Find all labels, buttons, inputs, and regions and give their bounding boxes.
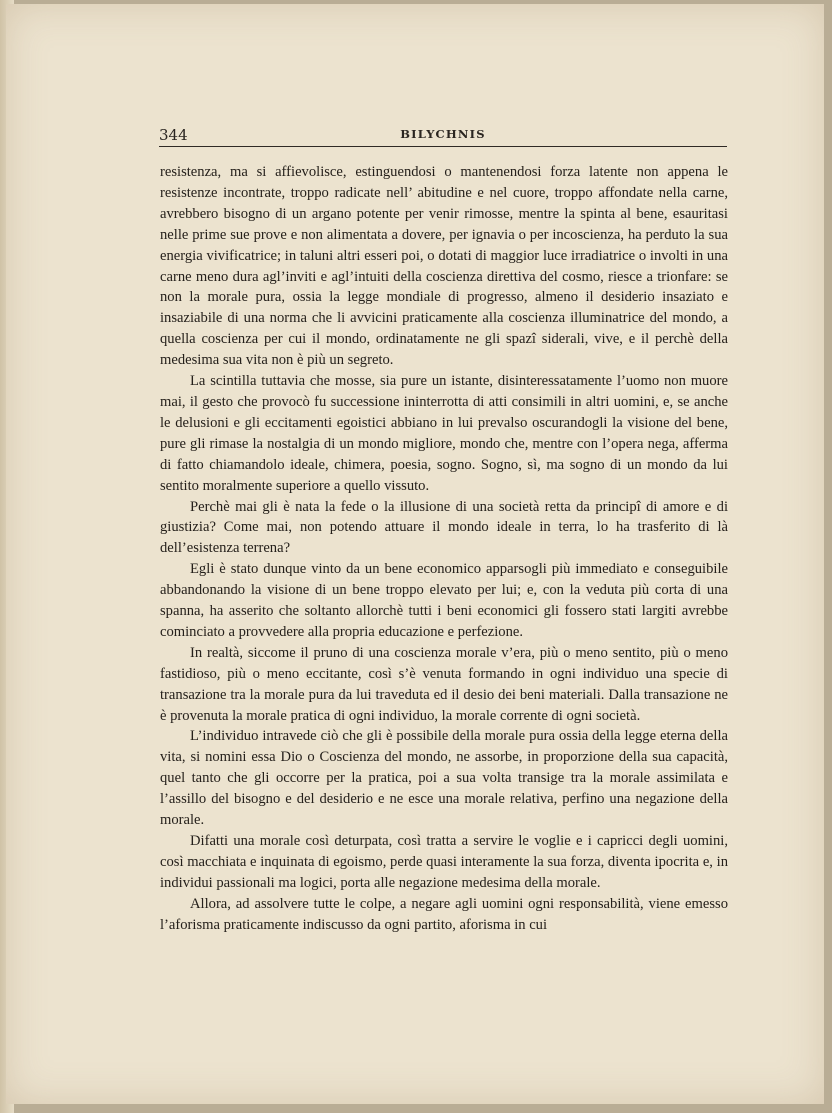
paragraph: Allora, ad assolvere tutte le colpe, a negare agli uomini ogni responsabilità, viene emesso l’aforisma praticamente indiscusso da ogni partito, aforisma in cui bbox=[160, 895, 728, 933]
running-head: BILYCHNIS bbox=[400, 127, 486, 141]
paragraph: L’individuo intravede ciò che gli è possibile della morale pura ossia della legge eterna della vita, si nomini essa Dio o Coscienza del mondo, ne assorbe, in proporzione della sua capacità, quel tanto che gli occorre per la pratica, poi a sua volta transige tra la morale assimilata e l’assillo del bisogno e del desiderio e ne esce una morale relativa, perfino una negazione della morale. bbox=[160, 728, 728, 829]
paragraph: Difatti una morale così deturpata, così tratta a servire le voglie e i capricci degli uomini, così macchiata e inquinata di egoismo, perde quasi interamente la sua forza, diventa ipocrita e, in individui passionali ma logici, porta alle negazione medesima della morale. bbox=[160, 833, 728, 891]
paragraph: Egli è stato dunque vinto da un bene economico apparsogli più immediato e conseguibile abbandonando la visione di un bene troppo elevato per lui; e, con la veduta più corta di una spanna, ha asserito che soltanto allorchè tutti i beni economici gli fossero stati largiti avrebbe cominciato a provvedere alla propria educazione e perfezione. bbox=[160, 561, 728, 640]
page-number: 344 bbox=[159, 126, 188, 144]
paragraph: Perchè mai gli è nata la fede o la illusione di una società retta da principî di amore e di giustizia? Come mai, non potendo attuare il mondo ideale in terra, lo ha trasferito di là dell’esistenza terrena? bbox=[160, 498, 728, 557]
paragraph: resistenza, ma si affievolisce, estinguendosi o mantenendosi forza latente non appena le resistenze incontrate, troppo radicate nell’ abitudine e nel cuore, troppo affondate nella carne, avrebbero bisogno di un argano potente per venir rimosse, mentre la spinta al bene, esauritasi nelle prime sue prove e non alimentata a dovere, per ignavia o per incoscienza, ha perduto la sua energia vivificatrice; in taluni altri esseri poi, o dotati di maggior luce irradiatrice o involti in una carne meno dura agl’inviti e agl’intuiti della coscienza direttiva del cosmo, riesce a trionfare: se non la morale pura, ossia la legge mondiale di progresso, almeno il desiderio insaziato e insaziabile di una norma che li avvicini praticamente alla coscienza illuminatrice del mondo, a quella coscienza per cui il mondo, ordinatamente ne gli spazî siderali, vive, e il perchè della medesima sua vita non è più un segreto. bbox=[160, 164, 728, 369]
body-text bbox=[160, 162, 728, 936]
page-header bbox=[159, 124, 727, 147]
paragraph: La scintilla tuttavia che mosse, sia pure un istante, disinteressatamente l’uomo non muore mai, il gesto che provocò fu successione ininterrotta di atti consimili in altri uomini, e, se anche le delusioni e gli eccitamenti egoistici abbiano in lui prevalso oscurandogli la visione del bene, pure gli rimase la nostalgia di un mondo migliore, mondo che, mentre con l’opera nega, afferma di fatto chiamandolo ideale, chimera, poesia, sogno. Sogno, sì, ma sogno di un mondo da lui sentito moralmente superiore a quello vissuto. bbox=[160, 373, 728, 494]
paragraph: In realtà, siccome il pruno di una coscienza morale v’era, più o meno sentito, più o meno fastidioso, più o meno eccitante, così s’è venuta formando in ogni individuo una specie di transazione tra la morale pura da lui traveduta ed il desio dei beni materiali. Dalla transazione ne è provenuta la morale pratica di ogni individuo, la morale corrente di ogni società. bbox=[160, 644, 728, 724]
